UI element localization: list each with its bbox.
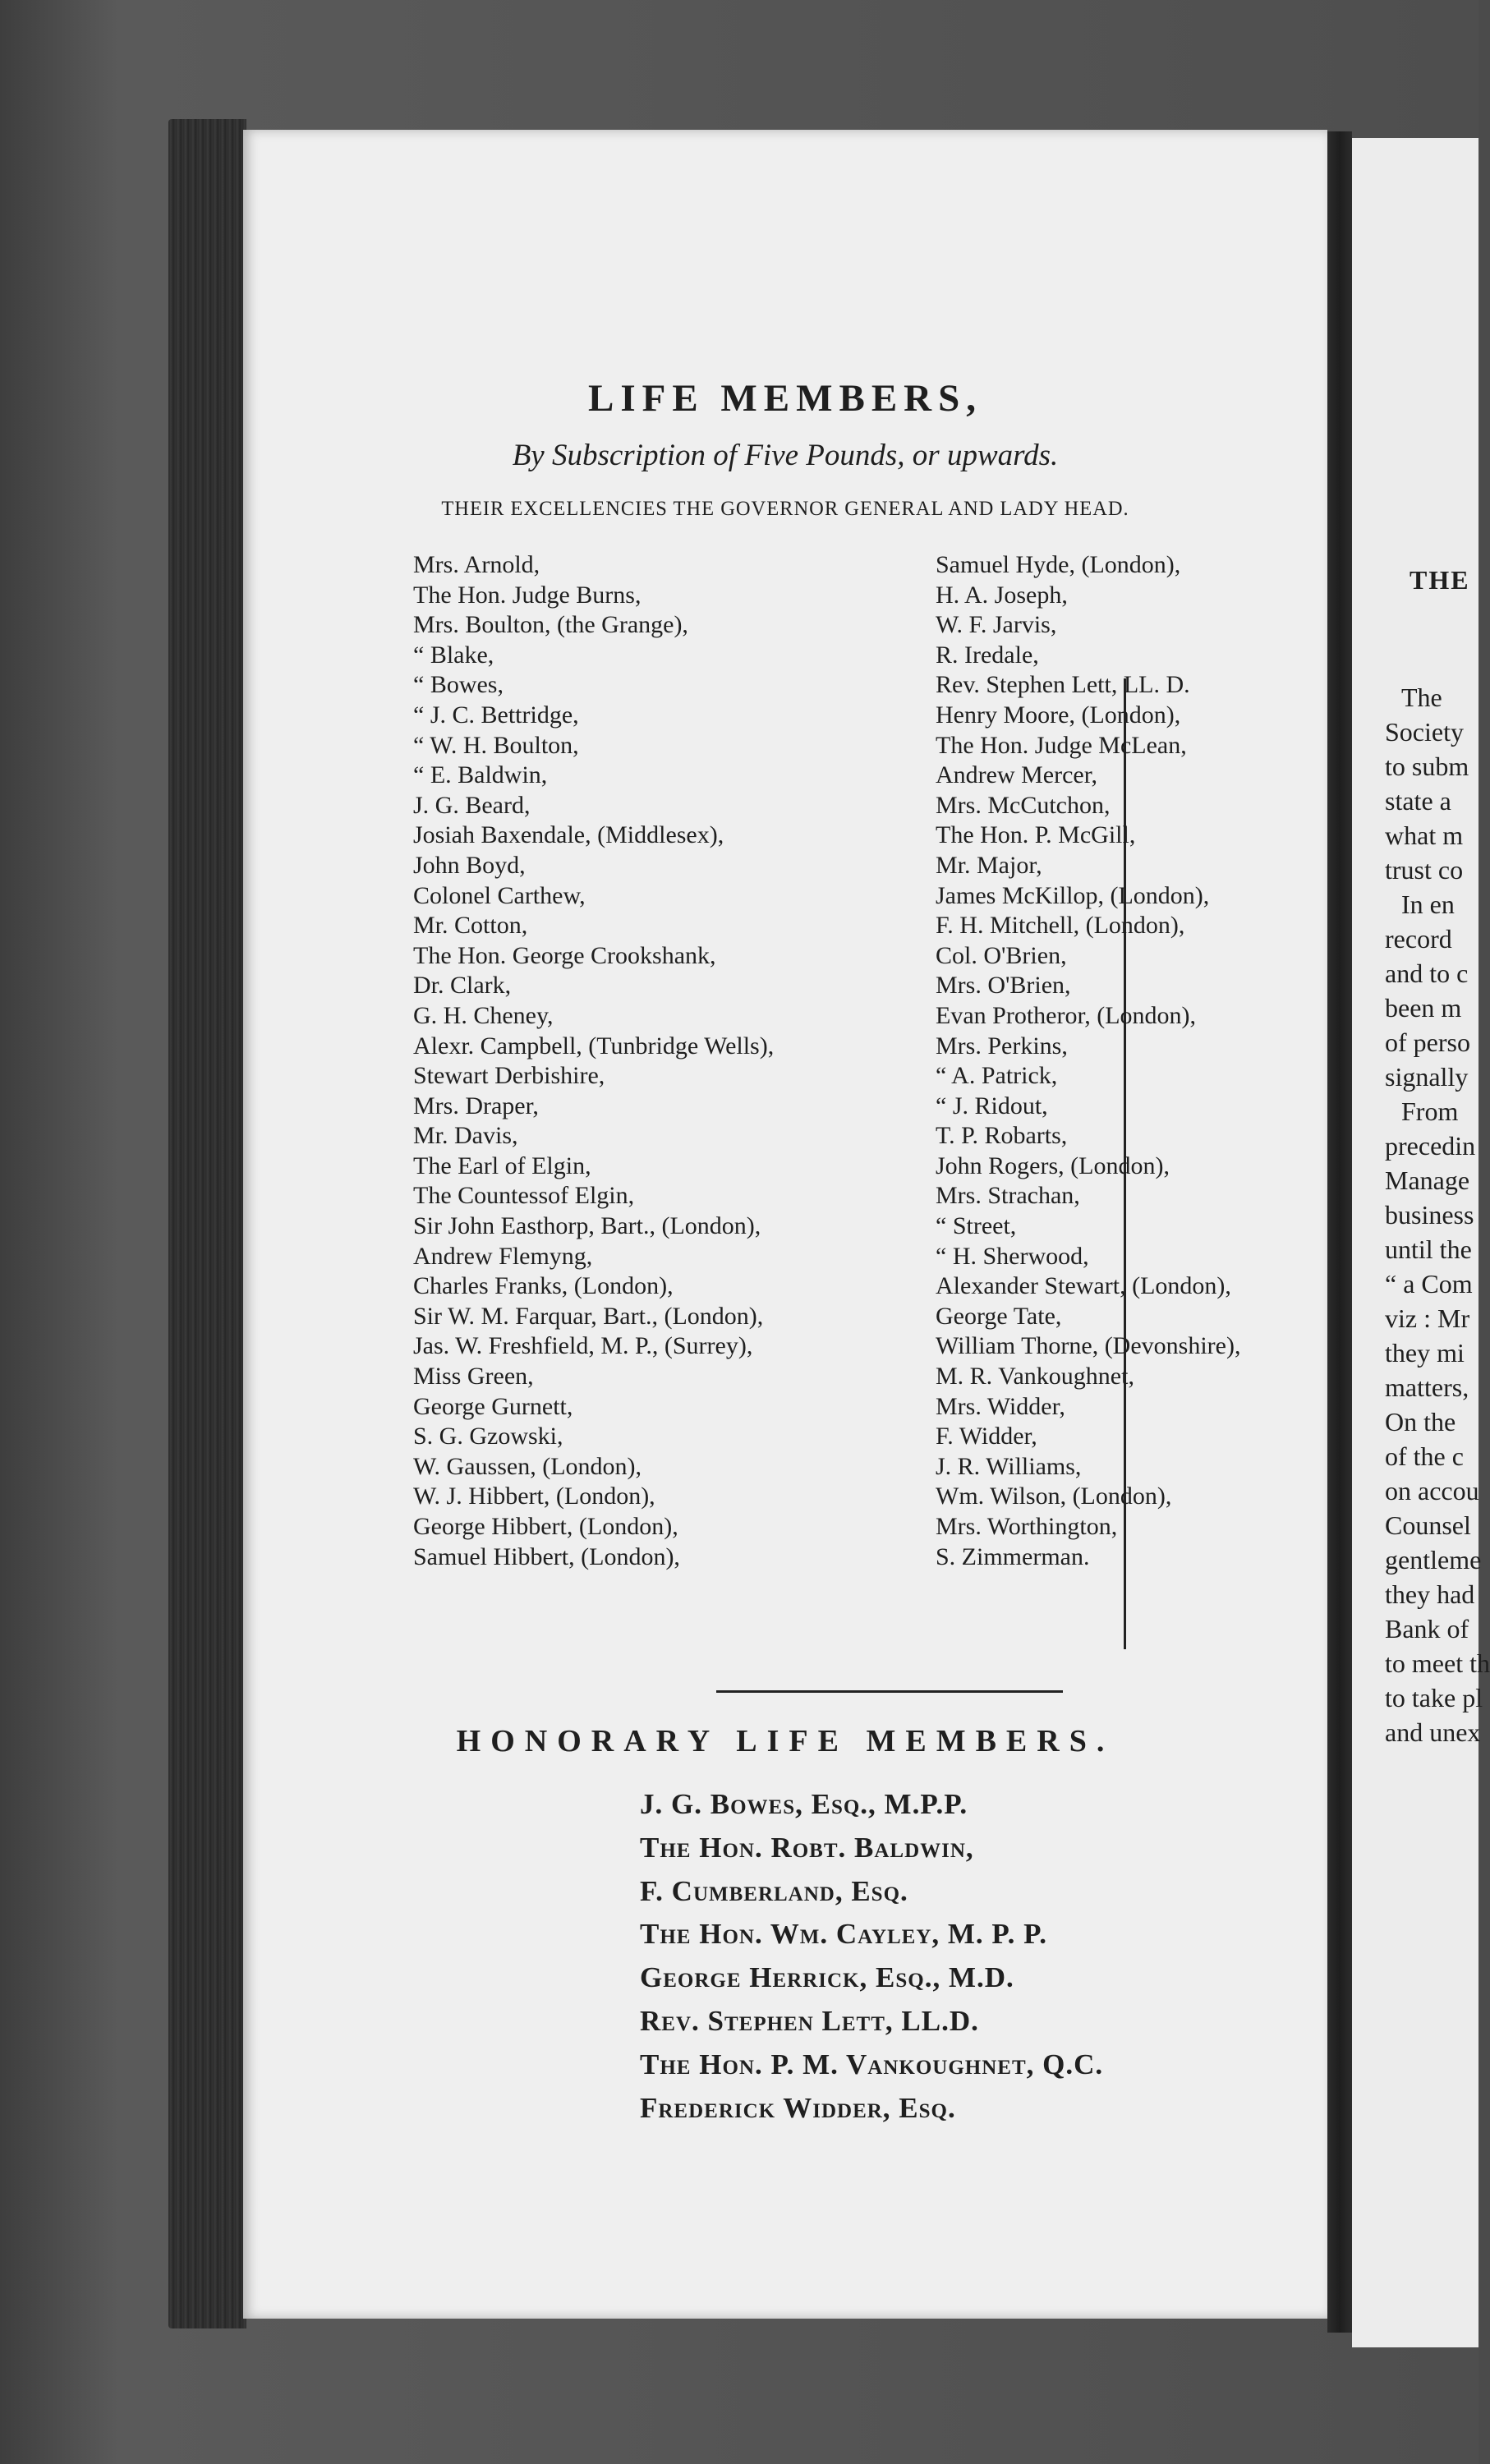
- list-item: George Hibbert, (London),: [413, 1513, 678, 1540]
- list-item: The Hon. Wm. Cayley, M. P. P.: [640, 1918, 1048, 1951]
- text-line: record: [1385, 924, 1452, 954]
- list-item: The Countessof Elgin,: [413, 1182, 635, 1210]
- list-item: “ Bowes,: [413, 671, 504, 699]
- list-item: Dr. Clark,: [413, 972, 512, 1000]
- list-item: H. A. Joseph,: [936, 581, 1068, 609]
- list-item: “ Street,: [936, 1212, 1017, 1240]
- list-item: The Hon. George Crookshank,: [413, 941, 716, 969]
- text-line: state a: [1385, 786, 1451, 816]
- text-line: they mi: [1385, 1338, 1465, 1368]
- list-item: J. G. Bowes, Esq., M.P.P.: [640, 1788, 968, 1820]
- list-item: The Hon. P. McGill,: [936, 821, 1136, 849]
- list-item: Mrs. O'Brien,: [936, 972, 1071, 1000]
- text-line: precedin: [1385, 1131, 1476, 1161]
- list-item: Rev. Stephen Lett, LL. D.: [936, 671, 1190, 699]
- list-item: William Thorne, (Devonshire),: [936, 1332, 1241, 1360]
- list-item: Andrew Mercer,: [936, 761, 1098, 789]
- list-item: Evan Protheror, (London),: [936, 1001, 1197, 1029]
- text-line: to take pl: [1385, 1683, 1483, 1712]
- list-item: Alexr. Campbell, (Tunbridge Wells),: [413, 1032, 775, 1060]
- list-item: Mrs. Strachan,: [936, 1182, 1080, 1210]
- list-item: Wm. Wilson, (London),: [936, 1483, 1172, 1510]
- text-line: gentleme: [1385, 1545, 1482, 1574]
- text-line: on accou: [1385, 1476, 1479, 1506]
- list-item: “ J. C. Bettridge,: [413, 701, 579, 729]
- list-item: “ A. Patrick,: [936, 1062, 1058, 1090]
- list-item: J. R. Williams,: [936, 1452, 1082, 1480]
- text-line: The: [1401, 683, 1442, 712]
- list-item: Jas. W. Freshfield, M. P., (Surrey),: [413, 1332, 753, 1360]
- list-item: G. H. Cheney,: [413, 1001, 554, 1029]
- text-line: “ a Com: [1385, 1269, 1473, 1299]
- honorary-members-list: [640, 1783, 1103, 2130]
- text-line: From: [1401, 1096, 1459, 1126]
- list-item: The Hon. Judge Burns,: [413, 581, 642, 609]
- patron-line: THEIR EXCELLENCIES THE GOVERNOR GENERAL AND LADY HEAD.: [441, 498, 1129, 520]
- list-item: S. Zimmerman.: [936, 1542, 1090, 1570]
- list-item: The Earl of Elgin,: [413, 1152, 591, 1179]
- text-line: of perso: [1385, 1027, 1470, 1057]
- text-line: been m: [1385, 993, 1462, 1023]
- list-item: W. F. Jarvis,: [936, 611, 1057, 639]
- list-item: Mrs. Boulton, (the Grange),: [413, 611, 688, 639]
- book-page-edges: [168, 119, 246, 2328]
- list-item: Miss Green,: [413, 1363, 534, 1391]
- text-line: and to c: [1385, 958, 1469, 988]
- text-line: until the: [1385, 1234, 1472, 1264]
- right-page-text: [1385, 680, 1490, 1749]
- list-item: J. G. Beard,: [413, 791, 531, 819]
- list-item: R. Iredale,: [936, 641, 1039, 669]
- list-item: T. P. Robarts,: [936, 1122, 1068, 1150]
- text-line: Society: [1385, 717, 1464, 747]
- text-line: Manage: [1385, 1165, 1470, 1195]
- list-item: George Gurnett,: [413, 1392, 573, 1420]
- list-item: Sir W. M. Farquar, Bart., (London),: [413, 1302, 764, 1330]
- list-item: W. J. Hibbert, (London),: [413, 1483, 655, 1510]
- list-item: The Hon. Robt. Baldwin,: [640, 1831, 974, 1864]
- list-item: “ J. Ridout,: [936, 1092, 1048, 1119]
- list-item: Col. O'Brien,: [936, 941, 1067, 969]
- text-line: what m: [1385, 821, 1464, 850]
- section-divider: [716, 1690, 1063, 1693]
- list-item: “ H. Sherwood,: [936, 1242, 1089, 1270]
- text-line: signally: [1385, 1062, 1469, 1092]
- list-item: S. G. Gzowski,: [413, 1423, 563, 1450]
- text-line: business: [1385, 1200, 1474, 1230]
- list-item: George Tate,: [936, 1302, 1062, 1330]
- list-item: The Hon. P. M. Vankoughnet, Q.C.: [640, 2048, 1104, 2080]
- list-item: Rev. Stephen Lett, LL.D.: [640, 2004, 979, 2037]
- list-item: Andrew Flemyng,: [413, 1242, 593, 1270]
- list-item: Frederick Widder, Esq.: [640, 2091, 956, 2124]
- left-page: [243, 130, 1327, 2319]
- list-item: James McKillop, (London),: [936, 881, 1210, 909]
- list-item: Mrs. Worthington,: [936, 1513, 1118, 1540]
- list-item: Mrs. McCutchon,: [936, 791, 1111, 819]
- life-members-subtitle: By Subscription of Five Pounds, or upwards.: [512, 439, 1059, 472]
- list-item: M. R. Vankoughnet,: [936, 1363, 1134, 1391]
- list-item: “ Blake,: [413, 641, 494, 669]
- list-item: John Boyd,: [413, 851, 526, 879]
- text-line: matters,: [1385, 1372, 1469, 1402]
- list-item: F. Widder,: [936, 1423, 1037, 1450]
- text-line: of the c: [1385, 1441, 1464, 1471]
- text-line: and unex: [1385, 1717, 1481, 1747]
- list-item: Mr. Davis,: [413, 1122, 518, 1150]
- book-gutter: [1327, 131, 1352, 2333]
- list-item: W. Gaussen, (London),: [413, 1452, 642, 1480]
- text-line: On the: [1385, 1407, 1456, 1437]
- right-page-partial: [1352, 138, 1490, 2347]
- list-item: Henry Moore, (London),: [936, 701, 1181, 729]
- list-item: F. H. Mitchell, (London),: [936, 912, 1185, 940]
- list-item: F. Cumberland, Esq.: [640, 1874, 908, 1907]
- text-line: Bank of: [1385, 1614, 1469, 1643]
- list-item: John Rogers, (London),: [936, 1152, 1170, 1179]
- list-item: “ W. H. Boulton,: [413, 731, 579, 759]
- list-item: Josiah Baxendale, (Middlesex),: [413, 821, 724, 849]
- list-item: Samuel Hyde, (London),: [936, 551, 1181, 578]
- right-page-heading: THE: [1410, 565, 1470, 595]
- life-members-right-column: [936, 550, 1240, 1572]
- list-item: Mr. Cotton,: [413, 912, 528, 940]
- text-line: In en: [1401, 890, 1455, 919]
- list-item: Mr. Major,: [936, 851, 1042, 879]
- text-line: to subm: [1385, 752, 1469, 781]
- text-line: Counsel: [1385, 1510, 1471, 1540]
- list-item: Mrs. Arnold,: [413, 551, 540, 578]
- list-item: Mrs. Draper,: [413, 1092, 539, 1119]
- list-item: Alexander Stewart, (London),: [936, 1272, 1231, 1300]
- list-item: George Herrick, Esq., M.D.: [640, 1961, 1014, 1994]
- list-item: Colonel Carthew,: [413, 881, 586, 909]
- honorary-members-title: HONORARY LIFE MEMBERS.: [456, 1724, 1115, 1758]
- list-item: Mrs. Perkins,: [936, 1032, 1068, 1060]
- list-item: Samuel Hibbert, (London),: [413, 1542, 680, 1570]
- list-item: Sir John Easthorp, Bart., (London),: [413, 1212, 761, 1240]
- text-line: viz : Mr: [1385, 1303, 1470, 1333]
- list-item: Stewart Derbishire,: [413, 1062, 605, 1090]
- list-item: “ E. Baldwin,: [413, 761, 548, 789]
- list-item: Mrs. Widder,: [936, 1392, 1065, 1420]
- list-item: Charles Franks, (London),: [413, 1272, 674, 1300]
- text-line: trust co: [1385, 855, 1464, 885]
- text-line: they had: [1385, 1579, 1475, 1609]
- text-line: to meet th: [1385, 1648, 1490, 1678]
- life-members-title: LIFE MEMBERS,: [587, 377, 983, 420]
- life-members-left-column: [413, 550, 774, 1572]
- list-item: The Hon. Judge McLean,: [936, 731, 1187, 759]
